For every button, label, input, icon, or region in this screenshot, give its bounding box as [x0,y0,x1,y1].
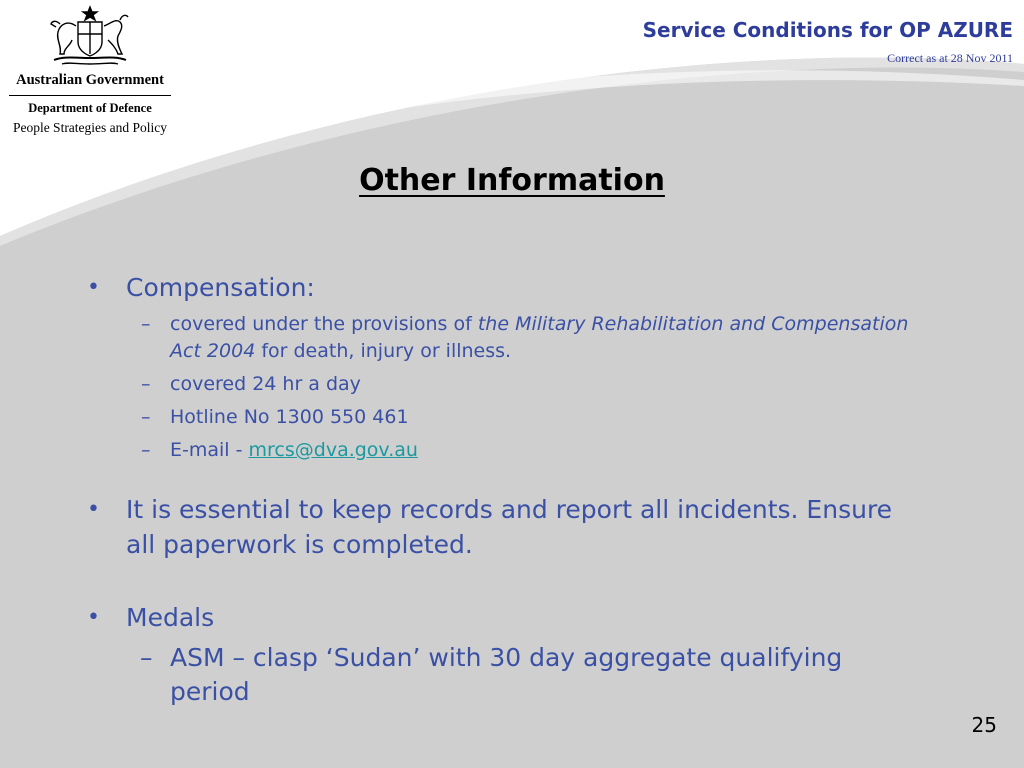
sub-item-prefix: E-mail - [170,439,249,461]
header-title: Service Conditions for OP AZURE [642,18,1013,42]
bullet-records [85,492,915,562]
bullet-label: It is essential to keep records and report all incidents. Ensure all paperwork is completed. [126,495,893,559]
coat-of-arms-icon [40,4,140,70]
department-name: Department of Defence [28,101,152,115]
division-name: People Strategies and Policy [12,120,168,135]
logo-divider [9,95,171,96]
sub-item-coverage [85,371,915,398]
bullet-compensation [85,270,915,305]
sub-item-provisions [85,311,915,365]
correct-as-date: Correct as at 28 Nov 2011 [887,51,1013,65]
bullet-label: Compensation: [126,273,315,302]
sub-item-prefix: covered under the provisions of [170,313,478,335]
sub-item-hotline [85,404,915,431]
bullet-label: Medals [126,603,215,632]
slide-title-text: Other Information [359,163,665,198]
act-name: the Military Rehabilitation and Compensation Act 2004 [170,313,909,362]
sub-item-text: ASM – clasp ‘Sudan’ with 30 day aggregate qualifying period [170,643,843,706]
bullet-medals [85,600,915,635]
sub-item-text: Hotline No 1300 550 461 [170,406,409,428]
slide-content [85,270,915,709]
sub-item-asm [85,641,915,709]
page-number: 25 [971,713,997,737]
government-name: Australian Government [16,72,164,88]
email-link[interactable]: mrcs@dva.gov.au [248,439,418,461]
sub-item-text: covered 24 hr a day [170,373,361,395]
government-logo [0,4,180,136]
sub-item-suffix: for death, injury or illness. [255,340,512,362]
sub-item-email [85,437,915,464]
slide-title [0,163,1024,198]
